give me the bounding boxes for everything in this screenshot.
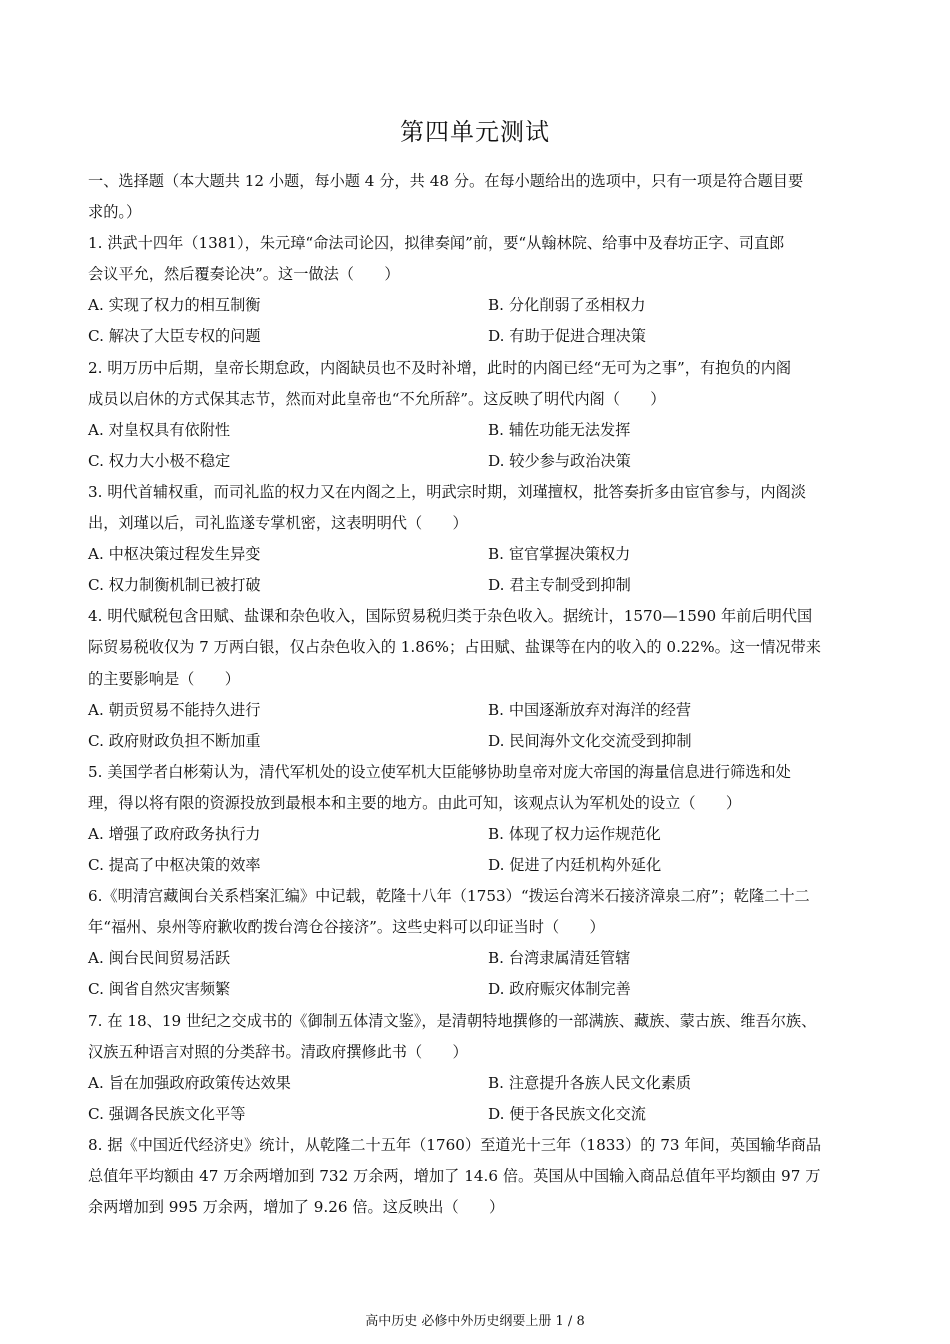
option-row (88, 726, 868, 757)
answer-option: A. 闽台民间贸易活跃 (88, 949, 231, 968)
question-text-line: 总值年平均额由 47 万余两增加到 732 万余两，增加了 14.6 倍。英国从中国输入商品总值年平均额由 97 万 (88, 1167, 821, 1185)
question-text-line: 1. 洪武十四年（1381），朱元璋“命法司论囚，拟律奏闻”前，要“从翰林院、给事中及春坊正字、司直郎 (88, 234, 785, 253)
question-list (88, 228, 868, 1223)
question-text-line: 5. 美国学者白彬菊认为，清代军机处的设立使军机大臣能够协助皇帝对庞大帝国的海量信息进行筛选和处 (88, 762, 791, 781)
answer-option: B. 分化削弱了丞相权力 (488, 296, 646, 315)
question-item (88, 1006, 868, 1130)
option-row (88, 539, 868, 570)
option-row (88, 290, 868, 321)
question-text-line: 际贸易税收仅为 7 万两白银，仅占杂色收入的 1.86%；占田赋、盐课等在内的收入的 0.22%。这一情况带来 (88, 638, 821, 657)
answer-option: B. 宦官掌握决策权力 (488, 545, 631, 564)
question-text-line: 会议平允，然后覆奏论决”。这一做法（ ） (88, 265, 400, 284)
answer-option: C. 闽省自然灾害频繁 (88, 980, 231, 999)
option-row (88, 695, 868, 726)
answer-option: C. 解决了大臣专权的问题 (88, 327, 261, 346)
answer-option: C. 政府财政负担不断加重 (88, 731, 261, 750)
question-item (88, 757, 868, 881)
answer-option: D. 政府赈灾体制完善 (488, 980, 631, 999)
question-text-line: 年“福州、泉州等府歉收酌拨台湾仓谷接济”。这些史料可以印证当时（ ） (88, 918, 605, 937)
question-item (88, 601, 868, 756)
answer-option: B. 辅佐功能无法发挥 (488, 420, 631, 439)
answer-option: D. 促进了内廷机构外延化 (488, 856, 662, 875)
page-title: 第四单元测试 (400, 118, 550, 146)
option-row (88, 570, 868, 601)
question-text-line: 6.《明清宫藏闽台关系档案汇编》中记载，乾隆十八年（1753）“拨运台湾米石接济漳泉二府”；乾隆二十二 (88, 887, 810, 906)
question-item (88, 1130, 868, 1223)
option-row (88, 446, 868, 477)
question-item (88, 477, 868, 601)
answer-option: A. 实现了权力的相互制衡 (88, 296, 261, 315)
answer-option: B. 注意提升各族人民文化素质 (488, 1073, 692, 1092)
answer-option: C. 权力制衡机制已被打破 (88, 576, 261, 595)
answer-option: D. 便于各民族文化交流 (488, 1104, 646, 1123)
option-row (88, 819, 868, 850)
question-text-line: 出，刘瑾以后，司礼监遂专掌机密，这表明明代（ ） (88, 514, 468, 533)
option-row (88, 1099, 868, 1130)
question-text-line: 成员以启休的方式保其志节，然而对此皇帝也“不允所辞”。这反映了明代内阁（ ） (88, 389, 666, 408)
question-text-line: 8. 据《中国近代经济史》统计，从乾隆二十五年（1760）至道光十三年（1833）的 73 年间，英国输华商品 (88, 1135, 822, 1154)
question-item (88, 228, 868, 352)
answer-option: C. 提高了中枢决策的效率 (88, 856, 261, 875)
option-row (88, 1068, 868, 1099)
section-heading-line-1: 一、选择题（本大题共 12 小题，每小题 4 分，共 48 分。在每小题给出的选项中，只有一项是符合题目要 (88, 172, 804, 190)
question-text-line: 2. 明万历中后期，皇帝长期怠政，内阁缺员也不及时补增，此时的内阁已经“无可为之事”，有抱负的内阁 (88, 358, 792, 377)
section-heading-line-2: 求的。） (88, 203, 142, 222)
question-text-line: 余两增加到 995 万余两，增加了 9.26 倍。这反映出（ ） (88, 1198, 505, 1217)
option-row (88, 321, 868, 352)
answer-option: D. 民间海外文化交流受到抑制 (488, 731, 692, 750)
option-row (88, 974, 868, 1005)
question-text-line: 4. 明代赋税包含田赋、盐课和杂色收入，国际贸易税归类于杂色收入。据统计，1570—1590 年前后明代国 (88, 607, 813, 626)
answer-option: B. 台湾隶属清廷管辖 (488, 949, 631, 968)
question-text-line: 7. 在 18、19 世纪之交成书的《御制五体清文鉴》，是清朝特地撰修的一部满族、藏族、蒙古族、维吾尔族、 (88, 1011, 817, 1030)
answer-option: A. 朝贡贸易不能持久进行 (88, 700, 261, 719)
answer-option: B. 中国逐渐放弃对海洋的经营 (488, 700, 692, 719)
answer-option: A. 中枢决策过程发生异变 (88, 545, 261, 564)
document-body (88, 166, 868, 1223)
question-text-line: 理，得以将有限的资源投放到最根本和主要的地方。由此可知，该观点认为军机处的设立（ ） (88, 793, 742, 812)
option-row (88, 415, 868, 446)
question-item (88, 353, 868, 477)
answer-option: D. 君主专制受到抑制 (488, 576, 631, 595)
option-row (88, 943, 868, 974)
answer-option: D. 较少参与政治决策 (488, 451, 631, 470)
page-footer: 高中历史 必修中外历史纲要上册 1 / 8 (365, 1314, 585, 1329)
question-text-line: 的主要影响是（ ） (88, 669, 240, 688)
question-text-line: 3. 明代首辅权重，而司礼监的权力又在内阁之上，明武宗时期，刘瑾擅权，批答奏折多由宦官参与，内阁淡 (88, 482, 806, 501)
answer-option: C. 强调各民族文化平等 (88, 1104, 246, 1123)
answer-option: B. 体现了权力运作规范化 (488, 824, 661, 843)
option-row (88, 850, 868, 881)
answer-option: C. 权力大小极不稳定 (88, 451, 231, 470)
answer-option: A. 增强了政府政务执行力 (88, 824, 261, 843)
answer-option: A. 旨在加强政府政策传达效果 (88, 1073, 291, 1092)
question-item (88, 881, 868, 1005)
answer-option: D. 有助于促进合理决策 (488, 327, 646, 346)
answer-option: A. 对皇权具有依附性 (88, 420, 231, 439)
question-text-line: 汉族五种语言对照的分类辞书。清政府撰修此书（ ） (88, 1042, 468, 1061)
